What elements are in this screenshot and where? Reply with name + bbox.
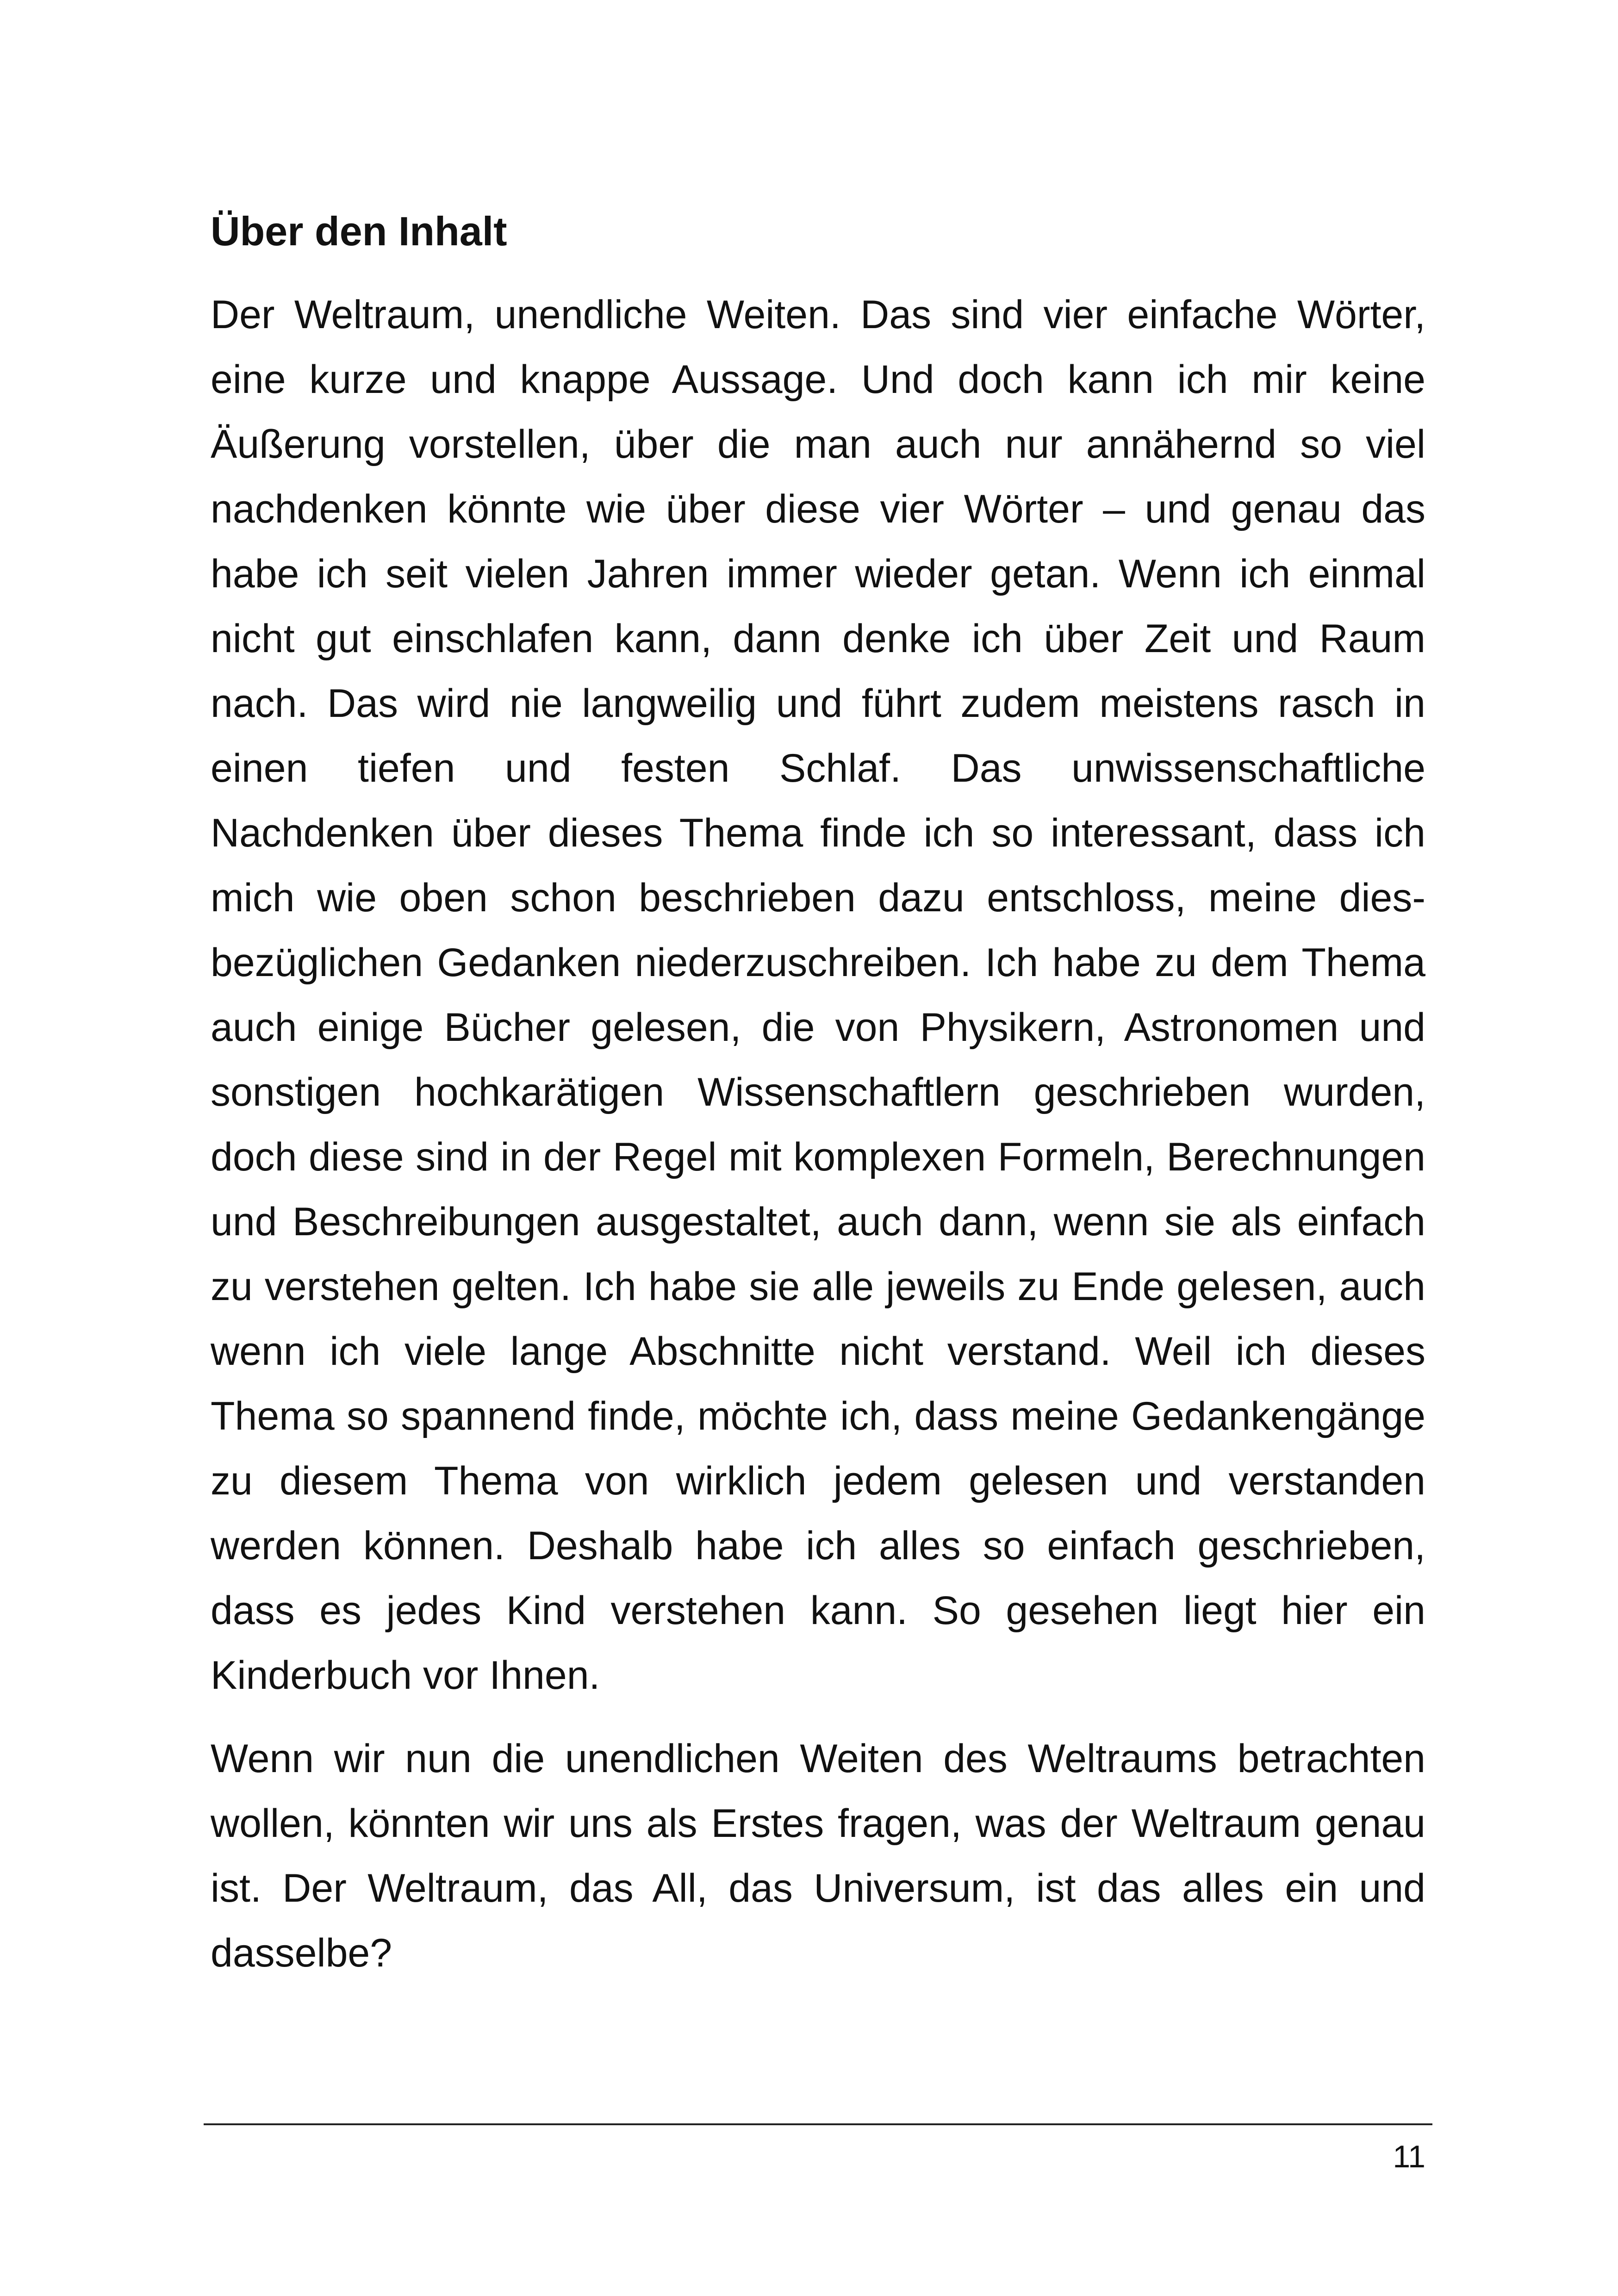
body-text bbox=[211, 282, 1425, 1985]
section-heading: Über den Inhalt bbox=[211, 208, 507, 254]
paragraph-1: Der Weltraum, unendliche Weiten. Das sind vier einfache Wörter, eine kurze und knappe Aussage. Und doch kann ich mir keine Äußerung vorstellen, über die man auch nur annähernd so viel nachdenken könnte wie über diese vier Wörter – und genau das habe ich seit vielen Jahren immer wieder getan. Wenn ich einmal nicht gut einschlafen kann, dann denke ich über Zeit und Raum nach. Das wird nie langweilig und führt zudem meistens rasch in einen tiefen und festen Schlaf. Das unwissenschaftliche Nachdenken über dieses Thema finde ich so interessant, dass ich mich wie oben schon beschrieben dazu entschloss, meine diesbezüglichen Gedanken niederzuschreiben. Ich habe zu dem Thema auch einige Bücher gelesen, die von Physikern, Astronomen und sonstigen hochkarätigen Wissenschaftlern geschrieben wurden, doch diese sind in der Regel mit komplexen Formeln, Berechnungen und Beschreibungen ausgestaltet, auch dann, wenn sie als einfach zu verstehen gelten. Ich habe sie alle jeweils zu Ende gelesen, auch wenn ich viele lange Abschnitte nicht verstand. Weil ich dieses Thema so spannend finde, möchte ich, dass meine Gedankengänge zu diesem Thema von wirklich jedem gelesen und verstanden werden können. Deshalb habe ich alles so einfach geschrieben, dass es jedes Kind verstehen kann. So gesehen liegt hier ein Kinderbuch vor Ihnen. bbox=[211, 292, 1425, 1698]
paragraph-2: Wenn wir nun die unendlichen Weiten des Weltraums betrachten wollen, könnten wir uns als Erstes fragen, was der Weltraum genau ist. Der Weltraum, das All, das Universum, ist das alles ein und dasselbe? bbox=[211, 1736, 1425, 1975]
page-number: 11 bbox=[1393, 2139, 1425, 2174]
footer-rule bbox=[204, 2123, 1432, 2125]
